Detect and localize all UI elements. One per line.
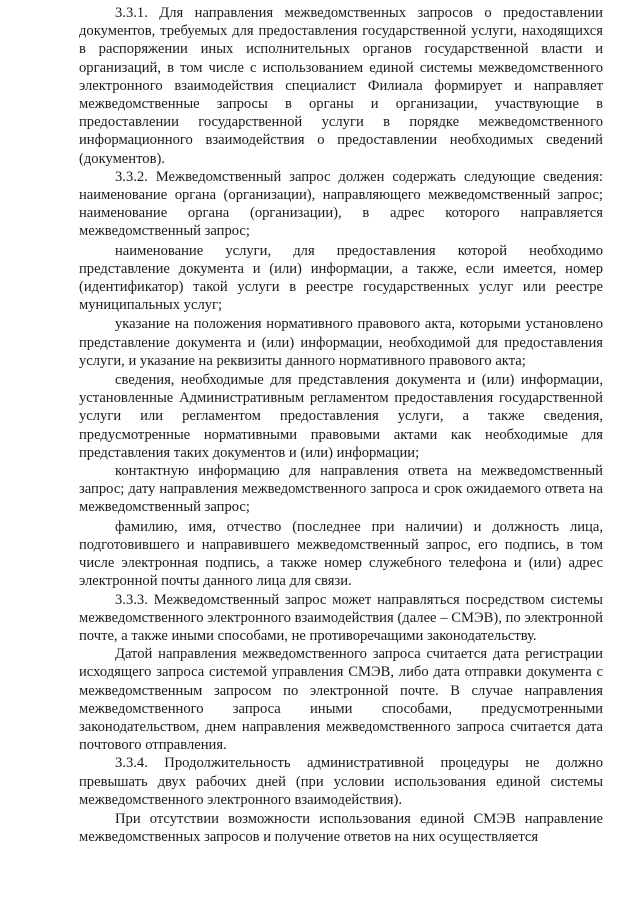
document-page <box>79 4 603 846</box>
paragraph-responsible-person: фамилию, имя, отчество (последнее при наличии) и должность лица, подготовившего и направившего межведомственный запрос, его подпись, в том числе электронная подпись, а также номер служебного телефона и (или) адрес электронной почты данного лица для связи. <box>79 518 603 590</box>
paragraph-request-date: Датой направления межведомственного запроса считается дата регистрации исходящего запроса системой управления СМЭВ, либо дата отправки документа с межведомственным запросом по электронной почте. В случае направления межведомственного запроса иными способами, предусмотренными законодательством, днем направления межведомственного запроса считается дата почтового отправления. <box>79 646 603 754</box>
paragraph-service-name: наименование услуги, для предоставления которой необходимо представление документа и (или) информации, а также, если имеется, номер (идентификатор) такой услуги в реестре государственных услуг или реестре муниципальных услуг; <box>79 242 603 314</box>
paragraph-required-info: сведения, необходимые для представления документа и (или) информации, установленные Административным регламентом предоставления государственной услуги или регламентом предоставления услуги, а также сведения, предусмотренные нормативными правовыми актами как необходимые для представления таких документов и (или) информации; <box>79 372 603 461</box>
paragraph-legal-act: указание на положения нормативного правового акта, которыми установлено представление документа и (или) информации, необходимой для предоставления услуги, и указание на реквизиты данного нормативного правового акта; <box>79 316 603 369</box>
paragraph-no-smev: При отсутствии возможности использования единой СМЭВ направление межведомственных запросов и получение ответов на них осуществляется <box>79 810 603 846</box>
paragraph-3-3-1: 3.3.1. Для направления межведомственных запросов о предоставлении документов, требуемых для предоставления государственной услуги, находящихся в распоряжении иных исполнительных органов государственной власти и организаций, в том числе с использованием единой системы межведомственного электронного взаимодействия специалист Филиала формирует и направляет межведомственные запросы в органы и организации, участвующие в предоставлении государственной услуги в порядке межведомственного информационного взаимодействия о предоставлении необходимых сведений (документов). <box>79 5 603 167</box>
paragraph-contact-info: контактную информацию для направления ответа на межведомственный запрос; дату направления межведомственного запроса и срок ожидаемого ответа на межведомственный запрос; <box>79 463 603 516</box>
paragraph-3-3-3: 3.3.3. Межведомственный запрос может направляться посредством системы межведомственного электронного взаимодействия (далее – СМЭВ), по электронной почте, а также иными способами, не противоречащими законодательству. <box>79 591 603 644</box>
paragraph-3-3-2: 3.3.2. Межведомственный запрос должен содержать следующие сведения: наименование органа (организации), направляющего межведомственный запрос; наименование органа (организации), в адрес которого направляется межведомственный запрос; <box>79 168 603 240</box>
paragraph-3-3-4: 3.3.4. Продолжительность административной процедуры не должно превышать двух рабочих дней (при условии использования единой системы межведомственного электронного взаимодействия). <box>79 755 603 808</box>
